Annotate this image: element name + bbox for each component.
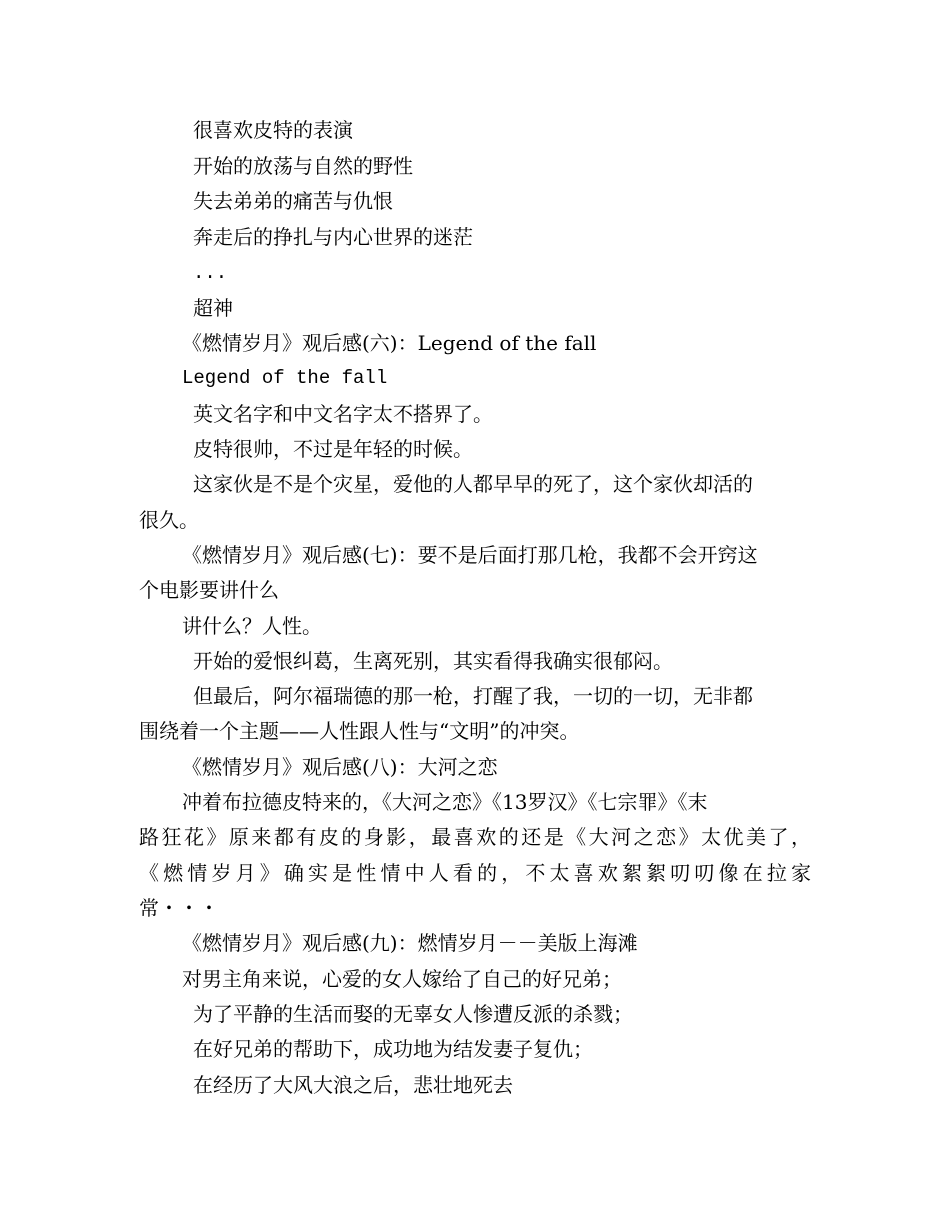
- text-line: 围绕着一个主题——人性跟人性与“文明”的冲突。: [139, 719, 580, 743]
- text-line: 这家伙是不是个灾星，爱他的人都早早的死了，这个家伙却活的: [193, 472, 753, 496]
- text-line: 皮特很帅，不过是年轻的时候。: [193, 437, 473, 461]
- text-line: 个电影要讲什么: [139, 578, 279, 602]
- heading-review-6: 《燃情岁月》观后感(六)：Legend of the fall: [182, 331, 597, 355]
- text-line: 很久。: [139, 508, 199, 532]
- text-line: 奔走后的挣扎与内心世界的迷茫: [193, 225, 473, 249]
- text-line: 《燃情岁月》确实是性情中人看的，不太喜欢絮絮叨叨像在拉家: [139, 861, 811, 885]
- text-line: Legend of the fall: [182, 367, 388, 389]
- text-line: 常・・・: [139, 896, 219, 920]
- text-line: 开始的爱恨纠葛，生离死别，其实看得我确实很郁闷。: [193, 649, 673, 673]
- text-line: 路狂花》原来都有皮的身影，最喜欢的还是《大河之恋》太优美了，: [139, 825, 811, 849]
- heading-review-7: 《燃情岁月》观后感(七)：要不是后面打那几枪，我都不会开窍这: [182, 543, 758, 567]
- text-line: 对男主角来说，心爱的女人嫁给了自己的好兄弟；: [182, 967, 622, 991]
- text-line: 很喜欢皮特的表演: [193, 118, 353, 142]
- heading-review-8: 《燃情岁月》观后感(八)：大河之恋: [182, 755, 498, 779]
- text-line: 但最后，阿尔福瑞德的那一枪，打醒了我，一切的一切，无非都: [193, 684, 753, 708]
- heading-review-9: 《燃情岁月》观后感(九)：燃情岁月－－美版上海滩: [182, 931, 638, 955]
- text-line: 失去弟弟的痛苦与仇恨: [193, 189, 393, 213]
- text-line: ...: [193, 262, 228, 284]
- text-line: 超神: [193, 296, 233, 320]
- text-line: 开始的放荡与自然的野性: [193, 154, 413, 178]
- text-line: 英文名字和中文名字太不搭界了。: [193, 402, 493, 426]
- text-line: 在好兄弟的帮助下，成功地为结发妻子复仇；: [193, 1037, 593, 1061]
- text-line: 冲着布拉德皮特来的，《大河之恋》《13罗汉》《七宗罪》《末: [182, 790, 708, 814]
- text-line: 在经历了大风大浪之后，悲壮地死去: [193, 1073, 513, 1097]
- text-line: 讲什么？人性。: [182, 614, 322, 638]
- text-line: 为了平静的生活而娶的无辜女人惨遭反派的杀戮；: [193, 1002, 633, 1026]
